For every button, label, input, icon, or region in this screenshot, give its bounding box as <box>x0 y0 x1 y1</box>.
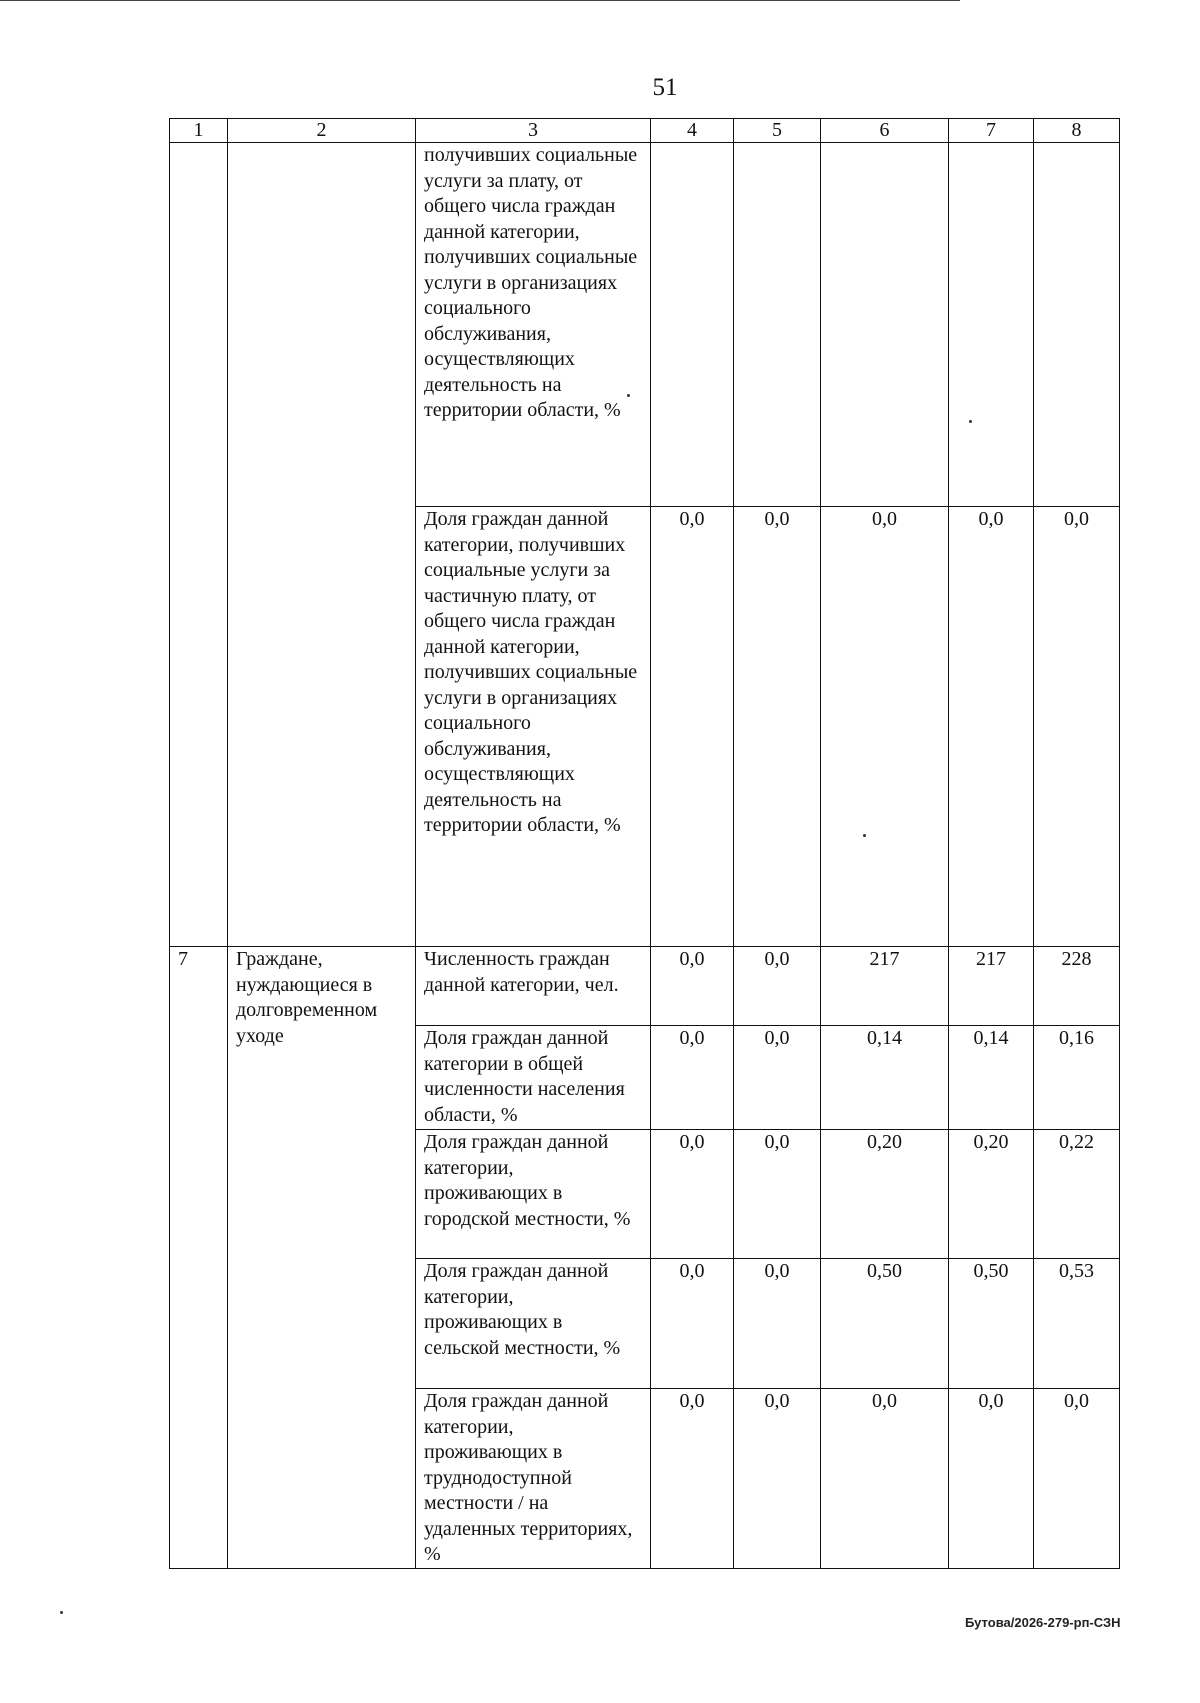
value-cell: 0,0 <box>1034 507 1120 947</box>
document-code: Бутова/2026-279-рп-СЗН <box>965 1615 1121 1630</box>
value-cell: 0,0 <box>949 507 1034 947</box>
page-number: 51 <box>652 74 678 101</box>
row-number-cell: 7 <box>170 947 228 1569</box>
value-cell <box>1034 143 1120 507</box>
value-cell: 0,14 <box>821 1026 949 1130</box>
value-cell: 0,0 <box>734 947 821 1026</box>
value-cell <box>651 143 734 507</box>
value-cell: 0,14 <box>949 1026 1034 1130</box>
indicator-cell: Доля граждан данной категории, получивших социальные услуги за частичную плату, от общего числа граждан данной категории, получивших социальные услуги в организациях социального обслуживания, осуществляющих деятельность на территории области, % <box>416 507 651 947</box>
indicators-table <box>169 118 1120 1569</box>
value-cell: 0,20 <box>821 1130 949 1259</box>
column-number: 4 <box>651 119 734 143</box>
value-cell: 0,0 <box>734 1389 821 1569</box>
table-row <box>170 947 1120 1026</box>
value-cell: 0,0 <box>821 1389 949 1569</box>
value-cell: 0,0 <box>651 1130 734 1259</box>
value-cell <box>949 143 1034 507</box>
value-cell: 0,0 <box>651 507 734 947</box>
value-cell: 0,53 <box>1034 1259 1120 1389</box>
column-number: 1 <box>170 119 228 143</box>
value-cell: 0,0 <box>821 507 949 947</box>
value-cell <box>821 143 949 507</box>
value-cell: 0,0 <box>1034 1389 1120 1569</box>
scan-top-edge <box>0 0 960 1</box>
scan-speck <box>969 420 972 423</box>
value-cell: 217 <box>821 947 949 1026</box>
column-number: 2 <box>228 119 416 143</box>
category-cell: Граждане, нуждающиеся в долговременном уходе <box>228 947 416 1569</box>
value-cell: 0,0 <box>651 1389 734 1569</box>
value-cell: 0,0 <box>651 1259 734 1389</box>
value-cell: 0,0 <box>734 507 821 947</box>
indicator-cell: Доля граждан данной категории в общей численности населения области, % <box>416 1026 651 1130</box>
value-cell: 0,50 <box>949 1259 1034 1389</box>
value-cell: 228 <box>1034 947 1120 1026</box>
indicator-cell: Численность граждан данной категории, чел. <box>416 947 651 1026</box>
indicator-cell: Доля граждан данной категории, проживающих в труднодоступной местности / на удаленных территориях, % <box>416 1389 651 1569</box>
row-number-cell <box>170 143 228 947</box>
column-number: 6 <box>821 119 949 143</box>
table-row <box>170 143 1120 507</box>
column-number: 3 <box>416 119 651 143</box>
scan-speck <box>627 394 630 397</box>
value-cell: 0,0 <box>734 1259 821 1389</box>
indicator-cell: получивших социальные услуги за плату, от общего числа граждан данной категории, получивших социальные услуги в организациях социального обслуживания, осуществляющих деятельность на территории области, % <box>416 143 651 507</box>
category-cell <box>228 143 416 947</box>
value-cell: 0,22 <box>1034 1130 1120 1259</box>
value-cell: 0,0 <box>651 947 734 1026</box>
value-cell: 0,0 <box>949 1389 1034 1569</box>
column-number: 7 <box>949 119 1034 143</box>
column-number: 8 <box>1034 119 1120 143</box>
value-cell: 0,20 <box>949 1130 1034 1259</box>
scan-speck <box>863 834 866 837</box>
column-number: 5 <box>734 119 821 143</box>
value-cell <box>734 143 821 507</box>
indicator-cell: Доля граждан данной категории, проживающих в городской местности, % <box>416 1130 651 1259</box>
value-cell: 0,0 <box>734 1026 821 1130</box>
value-cell: 0,0 <box>734 1130 821 1259</box>
value-cell: 0,16 <box>1034 1026 1120 1130</box>
value-cell: 217 <box>949 947 1034 1026</box>
value-cell: 0,0 <box>651 1026 734 1130</box>
indicator-cell: Доля граждан данной категории, проживающих в сельской местности, % <box>416 1259 651 1389</box>
value-cell: 0,50 <box>821 1259 949 1389</box>
scan-speck <box>60 1611 63 1614</box>
column-numbers-row <box>170 119 1120 143</box>
